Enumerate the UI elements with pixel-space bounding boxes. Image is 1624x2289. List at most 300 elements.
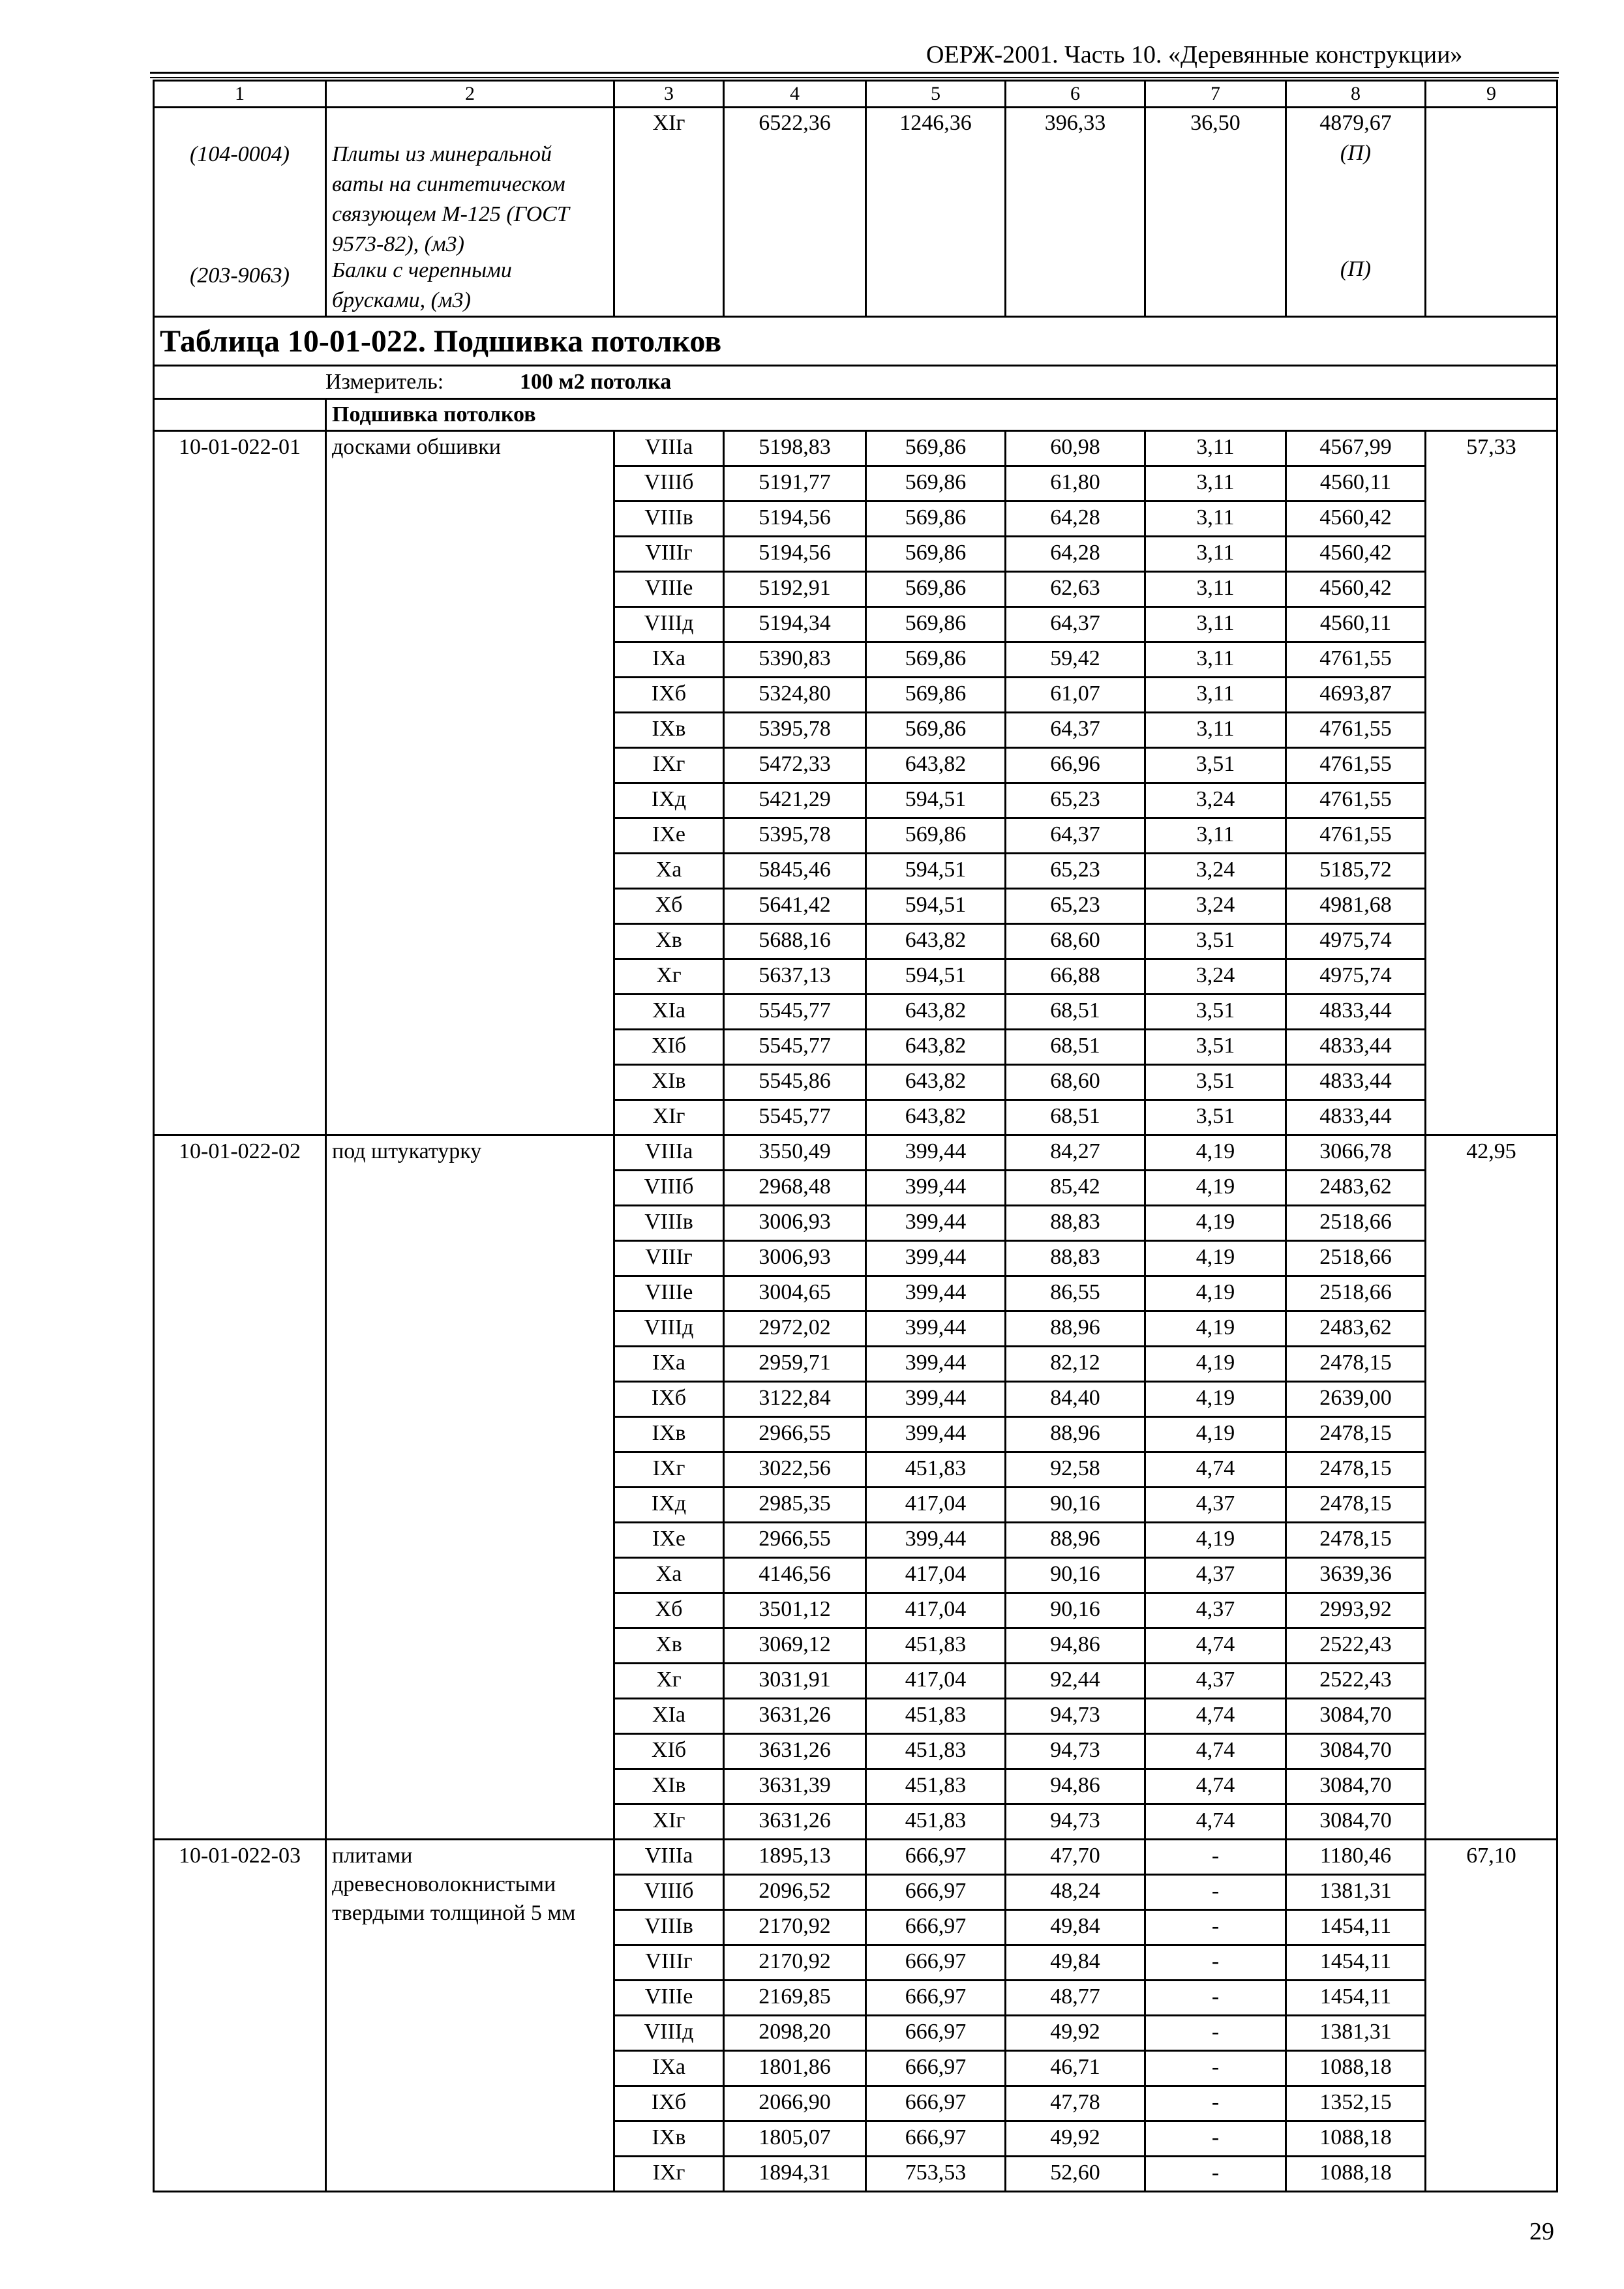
value-cell: 4761,55 <box>1286 748 1426 783</box>
zone-cell: VIIIа <box>614 431 724 466</box>
zone-cell: Xб <box>614 889 724 924</box>
value-cell: 2478,15 <box>1286 1488 1426 1523</box>
rate-code: 10-01-022-02 <box>154 1135 326 1840</box>
value-cell: 64,37 <box>1006 818 1145 854</box>
value-cell: 3,11 <box>1145 642 1286 678</box>
zone-cell: XIг <box>614 1100 724 1135</box>
value-cell: 569,86 <box>866 713 1006 748</box>
zone-cell: XIг <box>614 1804 724 1840</box>
material-code: (104-0004) <box>190 142 290 166</box>
value-cell: 4,19 <box>1145 1311 1286 1347</box>
zone-cell: XIв <box>614 1065 724 1100</box>
value-cell: 3,24 <box>1145 959 1286 995</box>
value-cell: 399,44 <box>866 1171 1006 1206</box>
value-cell: 3084,70 <box>1286 1699 1426 1734</box>
table-row <box>154 1840 1557 1875</box>
section-blank <box>154 399 326 431</box>
value-cell: 3631,26 <box>724 1734 866 1769</box>
value-cell: 49,92 <box>1006 2121 1145 2157</box>
value-cell: 2518,66 <box>1286 1206 1426 1241</box>
measure-row <box>154 366 1557 399</box>
value-cell: 3631,26 <box>724 1804 866 1840</box>
value-cell: 5472,33 <box>724 748 866 783</box>
material-names-cell <box>326 108 614 317</box>
value-cell: 4693,87 <box>1286 678 1426 713</box>
value-cell: 3084,70 <box>1286 1734 1426 1769</box>
value-cell: - <box>1145 2157 1286 2192</box>
value-cell: 4,74 <box>1145 1804 1286 1840</box>
value-cell: 3,24 <box>1145 854 1286 889</box>
value-cell: 4975,74 <box>1286 959 1426 995</box>
value-cell: 3,51 <box>1145 924 1286 959</box>
zone-cell: IXе <box>614 818 724 854</box>
zone-cell: IXа <box>614 642 724 678</box>
value-cell: 48,77 <box>1006 1981 1145 2016</box>
section-row <box>154 399 1557 431</box>
value-cell: 569,86 <box>866 678 1006 713</box>
value-cell: 1894,31 <box>724 2157 866 2192</box>
value-cell: 5324,80 <box>724 678 866 713</box>
zone-cell: XIа <box>614 1699 724 1734</box>
zone-cell: VIIIб <box>614 466 724 501</box>
value-cell: 49,84 <box>1006 1910 1145 1945</box>
value-cell: 4761,55 <box>1286 713 1426 748</box>
value-cell: 4,74 <box>1145 1734 1286 1769</box>
value-cell: 643,82 <box>866 1065 1006 1100</box>
value-cell: 569,86 <box>866 466 1006 501</box>
zone-cell: Xг <box>614 1664 724 1699</box>
value-cell: 68,51 <box>1006 1030 1145 1065</box>
value-cell: 4560,42 <box>1286 572 1426 607</box>
page-number: 29 <box>1529 2218 1554 2245</box>
value-cell: 5395,78 <box>724 818 866 854</box>
header-rule <box>150 72 1559 74</box>
value-cell: 3,51 <box>1145 1065 1286 1100</box>
value-cell: 2096,52 <box>724 1875 866 1910</box>
value-cell: 569,86 <box>866 501 1006 537</box>
value-cell: 4833,44 <box>1286 1065 1426 1100</box>
extra-value: 42,95 <box>1426 1135 1557 1840</box>
value-cell: 4,19 <box>1145 1171 1286 1206</box>
column-header: 1 <box>154 81 326 108</box>
value-cell: 5194,56 <box>724 501 866 537</box>
value-cell: 1088,18 <box>1286 2051 1426 2086</box>
value-cell: 5191,77 <box>724 466 866 501</box>
value-cell: 5390,83 <box>724 642 866 678</box>
value-cell: 3004,65 <box>724 1276 866 1311</box>
continuation-row <box>154 108 1557 145</box>
value-cell: 417,04 <box>866 1664 1006 1699</box>
value-cell: 3,11 <box>1145 572 1286 607</box>
value-cell: 3006,93 <box>724 1206 866 1241</box>
value-cell: 4,19 <box>1145 1276 1286 1311</box>
value-cell: 2522,43 <box>1286 1664 1426 1699</box>
value-cell: 2522,43 <box>1286 1628 1426 1664</box>
value-cell: 451,83 <box>866 1628 1006 1664</box>
value-cell: 4,37 <box>1145 1664 1286 1699</box>
value-cell: 399,44 <box>866 1241 1006 1276</box>
rate-name: под штукатурку <box>326 1135 614 1840</box>
zone-cell: XIг <box>614 108 724 317</box>
value-cell: 65,23 <box>1006 783 1145 818</box>
value-cell: 5194,34 <box>724 607 866 642</box>
zone-cell: Xа <box>614 854 724 889</box>
value-cell: 90,16 <box>1006 1593 1145 1628</box>
zone-cell: Xв <box>614 924 724 959</box>
table-title-row <box>154 317 1557 366</box>
zone-cell: IXг <box>614 1452 724 1488</box>
value-cell: 88,96 <box>1006 1311 1145 1347</box>
zone-cell: IXв <box>614 1417 724 1452</box>
value-cell: 4761,55 <box>1286 642 1426 678</box>
value-cell: 2966,55 <box>724 1523 866 1558</box>
zone-cell: VIIIд <box>614 1311 724 1347</box>
value-cell: 4146,56 <box>724 1558 866 1593</box>
value-cell: 594,51 <box>866 889 1006 924</box>
value-cell: 2478,15 <box>1286 1452 1426 1488</box>
value-cell: 48,24 <box>1006 1875 1145 1910</box>
value-cell: 2483,62 <box>1286 1171 1426 1206</box>
value-cell: 4,74 <box>1145 1699 1286 1734</box>
value-cell: 643,82 <box>866 995 1006 1030</box>
value-cell: 3,51 <box>1145 748 1286 783</box>
column-header: 4 <box>724 81 866 108</box>
value-cell: 88,96 <box>1006 1417 1145 1452</box>
value-cell: 5545,77 <box>724 1100 866 1135</box>
value-cell: 47,78 <box>1006 2086 1145 2121</box>
value-cell: 64,37 <box>1006 713 1145 748</box>
value-cell: - <box>1145 1981 1286 2016</box>
value-cell: 59,42 <box>1006 642 1145 678</box>
zone-cell: XIв <box>614 1769 724 1804</box>
value-cell: 1088,18 <box>1286 2121 1426 2157</box>
value-cell: 4,19 <box>1145 1135 1286 1171</box>
measure-label: Измеритель: <box>325 370 444 394</box>
zone-cell: IXв <box>614 713 724 748</box>
value-cell: 3,11 <box>1145 537 1286 572</box>
value-cell: 3,11 <box>1145 818 1286 854</box>
value-cell: 643,82 <box>866 748 1006 783</box>
value-cell: 399,44 <box>866 1135 1006 1171</box>
value-cell: 5545,77 <box>724 995 866 1030</box>
value-cell: 82,12 <box>1006 1347 1145 1382</box>
value-cell: - <box>1145 2121 1286 2157</box>
value-cell: 594,51 <box>866 783 1006 818</box>
value-cell: 2170,92 <box>724 1945 866 1981</box>
value-cell: 399,44 <box>866 1311 1006 1347</box>
value-cell: 5688,16 <box>724 924 866 959</box>
value-cell: 5395,78 <box>724 713 866 748</box>
value-cell: - <box>1145 2086 1286 2121</box>
value-cell: 4,74 <box>1145 1628 1286 1664</box>
zone-cell: IXб <box>614 1382 724 1417</box>
value-text: 4879,67 <box>1319 111 1392 135</box>
value-cell: 2966,55 <box>724 1417 866 1452</box>
value-cell: 94,73 <box>1006 1734 1145 1769</box>
material-name: Плиты из минеральной ваты на синтетическом связующем М-125 (ГОСТ 9573-82), (м3) <box>332 142 569 256</box>
value-cell: 4761,55 <box>1286 783 1426 818</box>
zone-cell: VIIIе <box>614 1981 724 2016</box>
value-cell: 2098,20 <box>724 2016 866 2051</box>
value-cell: 3,11 <box>1145 431 1286 466</box>
value-cell: 4560,42 <box>1286 537 1426 572</box>
value-cell: 2478,15 <box>1286 1417 1426 1452</box>
zone-cell: IXа <box>614 2051 724 2086</box>
value-cell: 4,37 <box>1145 1488 1286 1523</box>
value-cell: 68,60 <box>1006 924 1145 959</box>
value-cell: 4761,55 <box>1286 818 1426 854</box>
zone-cell: XIа <box>614 995 724 1030</box>
column-header: 5 <box>866 81 1006 108</box>
zone-cell: VIIIа <box>614 1135 724 1171</box>
value-cell: 88,83 <box>1006 1206 1145 1241</box>
value-cell: 2478,15 <box>1286 1347 1426 1382</box>
value-cell: 94,86 <box>1006 1769 1145 1804</box>
value-cell: 2518,66 <box>1286 1276 1426 1311</box>
value-cell: 1801,86 <box>724 2051 866 2086</box>
value-cell: 396,33 <box>1006 108 1145 317</box>
value-cell: 3,51 <box>1145 1030 1286 1065</box>
value-cell: 3,51 <box>1145 1100 1286 1135</box>
value-cell: 451,83 <box>866 1769 1006 1804</box>
zone-cell: VIIIе <box>614 1276 724 1311</box>
value-cell: 64,28 <box>1006 501 1145 537</box>
value-cell: 3084,70 <box>1286 1769 1426 1804</box>
zone-cell: Xв <box>614 1628 724 1664</box>
extra-cell <box>1426 108 1557 317</box>
value-cell: 1454,11 <box>1286 1981 1426 2016</box>
value-cell: 2972,02 <box>724 1311 866 1347</box>
value-cell: 61,07 <box>1006 678 1145 713</box>
value-cell: 49,84 <box>1006 1945 1145 1981</box>
extra-value: 67,10 <box>1426 1840 1557 2192</box>
value-cell: 60,98 <box>1006 431 1145 466</box>
value-cell: 417,04 <box>866 1558 1006 1593</box>
value-cell: 65,23 <box>1006 889 1145 924</box>
value-cell: 4,74 <box>1145 1452 1286 1488</box>
value-cell: 666,97 <box>866 2086 1006 2121</box>
zone-cell: IXг <box>614 2157 724 2192</box>
column-header: 8 <box>1286 81 1426 108</box>
value-cell: 3639,36 <box>1286 1558 1426 1593</box>
value-cell: 2066,90 <box>724 2086 866 2121</box>
value-cell: 3031,91 <box>724 1664 866 1699</box>
value-cell: 66,96 <box>1006 748 1145 783</box>
zone-cell: XIб <box>614 1030 724 1065</box>
value-cell: 68,51 <box>1006 1100 1145 1135</box>
rate-name: досками обшивки <box>326 431 614 1135</box>
zone-cell: IXд <box>614 783 724 818</box>
value-cell <box>1286 108 1426 317</box>
value-cell: 88,83 <box>1006 1241 1145 1276</box>
value-cell: 4,74 <box>1145 1769 1286 1804</box>
value-cell: 417,04 <box>866 1593 1006 1628</box>
value-cell: 46,71 <box>1006 2051 1145 2086</box>
rates-table <box>153 80 1558 2192</box>
value-cell: 666,97 <box>866 2051 1006 2086</box>
material-mark: (П) <box>1340 141 1372 165</box>
value-cell: - <box>1145 1945 1286 1981</box>
value-cell: 451,83 <box>866 1804 1006 1840</box>
value-cell: 3,11 <box>1145 466 1286 501</box>
value-cell: 4833,44 <box>1286 1100 1426 1135</box>
value-cell: 2483,62 <box>1286 1311 1426 1347</box>
value-cell: 2170,92 <box>724 1910 866 1945</box>
zone-cell: XIб <box>614 1734 724 1769</box>
value-cell: 4975,74 <box>1286 924 1426 959</box>
value-cell: 3022,56 <box>724 1452 866 1488</box>
value-cell: 85,42 <box>1006 1171 1145 1206</box>
value-cell: 666,97 <box>866 2121 1006 2157</box>
header-rule-thin <box>150 77 1559 78</box>
zone-cell: VIIIб <box>614 1171 724 1206</box>
value-cell: 3,11 <box>1145 501 1286 537</box>
value-cell: 417,04 <box>866 1488 1006 1523</box>
zone-cell: VIIIд <box>614 2016 724 2051</box>
value-cell: 1895,13 <box>724 1840 866 1875</box>
value-cell: 4,19 <box>1145 1241 1286 1276</box>
value-cell: 666,97 <box>866 2016 1006 2051</box>
value-cell: 4560,11 <box>1286 607 1426 642</box>
value-cell: 666,97 <box>866 1910 1006 1945</box>
value-cell: 47,70 <box>1006 1840 1145 1875</box>
value-cell: 2169,85 <box>724 1981 866 2016</box>
column-header: 9 <box>1426 81 1557 108</box>
value-cell: - <box>1145 1910 1286 1945</box>
zone-cell: Xа <box>614 1558 724 1593</box>
value-cell: 3550,49 <box>724 1135 866 1171</box>
value-cell: 4,19 <box>1145 1347 1286 1382</box>
zone-cell: IXг <box>614 748 724 783</box>
zone-cell: Xб <box>614 1593 724 1628</box>
value-cell: - <box>1145 2016 1286 2051</box>
value-cell: 4833,44 <box>1286 1030 1426 1065</box>
value-cell: 4,37 <box>1145 1558 1286 1593</box>
rate-code: 10-01-022-03 <box>154 1840 326 2192</box>
value-cell: 4981,68 <box>1286 889 1426 924</box>
value-cell: 1454,11 <box>1286 1945 1426 1981</box>
value-cell: 1381,31 <box>1286 1875 1426 1910</box>
material-codes-cell <box>154 108 326 317</box>
value-cell: 5192,91 <box>724 572 866 607</box>
value-cell: 2518,66 <box>1286 1241 1426 1276</box>
extra-value: 57,33 <box>1426 431 1557 1135</box>
value-cell: - <box>1145 1840 1286 1875</box>
value-cell: 84,40 <box>1006 1382 1145 1417</box>
value-cell: 92,44 <box>1006 1664 1145 1699</box>
value-cell: 3,11 <box>1145 607 1286 642</box>
value-cell: 451,83 <box>866 1699 1006 1734</box>
zone-cell: VIIIв <box>614 1206 724 1241</box>
section-title: Подшивка потолков <box>326 399 1557 431</box>
zone-cell: IXб <box>614 2086 724 2121</box>
value-cell: 65,23 <box>1006 854 1145 889</box>
zone-cell: IXб <box>614 678 724 713</box>
zone-cell: VIIIг <box>614 1945 724 1981</box>
value-cell: 3631,26 <box>724 1699 866 1734</box>
value-cell: 86,55 <box>1006 1276 1145 1311</box>
value-cell: 5185,72 <box>1286 854 1426 889</box>
column-header: 3 <box>614 81 724 108</box>
value-cell: 1352,15 <box>1286 2086 1426 2121</box>
table-row <box>154 431 1557 466</box>
value-cell: 5198,83 <box>724 431 866 466</box>
zone-cell: VIIIе <box>614 572 724 607</box>
value-cell: 3,24 <box>1145 783 1286 818</box>
zone-cell: IXд <box>614 1488 724 1523</box>
column-header: 6 <box>1006 81 1145 108</box>
value-cell: 2959,71 <box>724 1347 866 1382</box>
zone-cell: IXе <box>614 1523 724 1558</box>
zone-cell: VIIIб <box>614 1875 724 1910</box>
material-name: Балки с черепными брусками, (м3) <box>332 258 512 312</box>
value-cell: 5421,29 <box>724 783 866 818</box>
value-cell: 1805,07 <box>724 2121 866 2157</box>
zone-cell: IXа <box>614 1347 724 1382</box>
material-mark: (П) <box>1340 257 1372 281</box>
value-cell: 3631,39 <box>724 1769 866 1804</box>
zone-cell: VIIIд <box>614 607 724 642</box>
value-cell: 666,97 <box>866 1840 1006 1875</box>
value-cell: 94,73 <box>1006 1804 1145 1840</box>
value-cell: 1246,36 <box>866 108 1006 317</box>
value-cell: 4,19 <box>1145 1206 1286 1241</box>
value-cell: 399,44 <box>866 1206 1006 1241</box>
value-cell: 1180,46 <box>1286 1840 1426 1875</box>
value-cell: 4567,99 <box>1286 431 1426 466</box>
value-cell: 5637,13 <box>724 959 866 995</box>
value-cell: 94,86 <box>1006 1628 1145 1664</box>
value-cell: 90,16 <box>1006 1558 1145 1593</box>
column-header-row <box>154 81 1557 108</box>
value-cell: 643,82 <box>866 1030 1006 1065</box>
value-cell: 49,92 <box>1006 2016 1145 2051</box>
zone-cell: VIIIа <box>614 1840 724 1875</box>
value-cell: 1381,31 <box>1286 2016 1426 2051</box>
value-cell: 5545,86 <box>724 1065 866 1100</box>
value-cell: 569,86 <box>866 431 1006 466</box>
value-cell: 2985,35 <box>724 1488 866 1523</box>
value-cell: 399,44 <box>866 1382 1006 1417</box>
value-cell: 594,51 <box>866 959 1006 995</box>
value-cell: 5545,77 <box>724 1030 866 1065</box>
value-cell: 84,27 <box>1006 1135 1145 1171</box>
value-cell: 399,44 <box>866 1417 1006 1452</box>
value-cell: 1088,18 <box>1286 2157 1426 2192</box>
value-cell: 64,37 <box>1006 607 1145 642</box>
value-cell: 643,82 <box>866 1100 1006 1135</box>
value-cell: 4560,11 <box>1286 466 1426 501</box>
value-cell: 399,44 <box>866 1523 1006 1558</box>
measure-cell <box>154 366 1557 399</box>
value-cell: 2639,00 <box>1286 1382 1426 1417</box>
value-cell: 3066,78 <box>1286 1135 1426 1171</box>
value-cell: 3,11 <box>1145 678 1286 713</box>
value-cell: 5845,46 <box>724 854 866 889</box>
value-cell: 90,16 <box>1006 1488 1145 1523</box>
value-cell: 4,19 <box>1145 1417 1286 1452</box>
material-code: (203-9063) <box>190 263 290 288</box>
value-cell: 3069,12 <box>724 1628 866 1664</box>
value-cell: - <box>1145 2051 1286 2086</box>
value-cell: 68,51 <box>1006 995 1145 1030</box>
zone-cell: Xг <box>614 959 724 995</box>
value-cell: 94,73 <box>1006 1699 1145 1734</box>
value-cell: 569,86 <box>866 607 1006 642</box>
value-cell: 4,37 <box>1145 1593 1286 1628</box>
value-cell: 3006,93 <box>724 1241 866 1276</box>
value-cell: 92,58 <box>1006 1452 1145 1488</box>
